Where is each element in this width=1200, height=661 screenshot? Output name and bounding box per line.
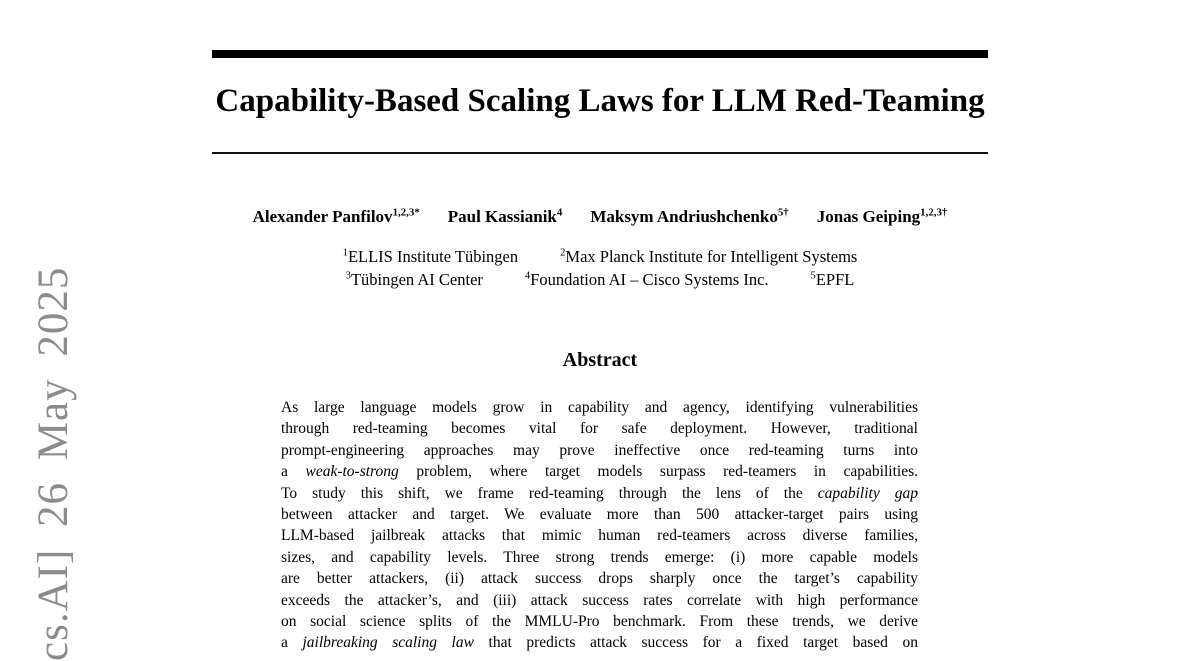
abstract-line: sizes, and capability levels. Three strong trends emerge: (i) more capable models	[281, 548, 918, 566]
affiliation-item: $^1$ELLIS Institute Tübingen	[342, 247, 519, 266]
title-rule-top	[212, 50, 988, 58]
author-name: Paul Kassianik	[447, 207, 557, 226]
abstract-line: a jailbreaking scaling law that predicts attack success for a fixed target based on	[281, 634, 918, 652]
arxiv-stamp: cs.AI] 26 May 2025	[30, 266, 77, 661]
abstract-line: exceeds the attacker’s, and (iii) attack success rates correlate with high performance	[281, 591, 918, 609]
paper-title: Capability-Based Scaling Laws for LLM Red-Teaming	[215, 83, 985, 119]
author-superscript: 5†	[777, 206, 789, 219]
author-superscript: 1,2,3†	[920, 206, 948, 219]
author	[590, 207, 788, 226]
affiliation-item: $^5$EPFL	[810, 270, 855, 289]
affiliation-list	[0, 245, 1200, 291]
affiliation-item: $^2$Max Planck Institute for Intelligent Systems	[560, 247, 858, 266]
affiliation-superscript: 3	[345, 270, 351, 282]
affiliation-line	[0, 245, 1200, 268]
abstract-line: LLM-based jailbreak attacks that mimic human red-teamers across diverse families,	[281, 527, 918, 545]
author	[817, 207, 948, 226]
author-superscript: 4	[556, 206, 563, 219]
abstract-line: a weak-to-strong problem, where target models surpass red-teamers in capabilities.	[281, 463, 918, 481]
affiliation-superscript: 5	[810, 270, 816, 282]
author	[253, 207, 420, 226]
author	[448, 207, 563, 226]
abstract-line: are better attackers, (ii) attack success drops sharply once the target’s capability	[281, 570, 918, 588]
abstract-line: prompt-engineering approaches may prove ineffective once red-teaming turns into	[281, 441, 918, 459]
author-superscript: 1,2,3*	[392, 206, 420, 219]
abstract-line: As large language models grow in capability and agency, identifying vulnerabilities	[281, 399, 918, 416]
abstract-body	[281, 397, 918, 654]
affiliation-superscript: 1	[342, 247, 348, 259]
abstract-line: To study this shift, we frame red-teaming through the lens of the capability gap	[281, 484, 918, 502]
author-name: Alexander Panfilov	[252, 207, 393, 226]
title-rule-bottom	[212, 152, 988, 154]
author-name: Maksym Andriushchenko	[590, 207, 778, 226]
affiliation-superscript: 2	[560, 247, 566, 259]
affiliation-superscript: 4	[524, 270, 531, 282]
abstract-heading: Abstract	[562, 349, 638, 371]
affiliation-line	[0, 268, 1200, 291]
author-list	[0, 206, 1200, 227]
abstract-line: between attacker and target. We evaluate more than 500 attacker-target pairs using	[281, 505, 918, 523]
affiliation-item: $^3$Tübingen AI Center	[345, 270, 483, 289]
affiliation-item: $^4$Foundation AI – Cisco Systems Inc.	[524, 270, 769, 289]
author-name: Jonas Geiping	[816, 207, 921, 226]
abstract-line: on social science splits of the MMLU-Pro benchmark. From these trends, we derive	[281, 612, 918, 630]
abstract-line: through red-teaming becomes vital for safe deployment. However, traditional	[281, 420, 918, 438]
